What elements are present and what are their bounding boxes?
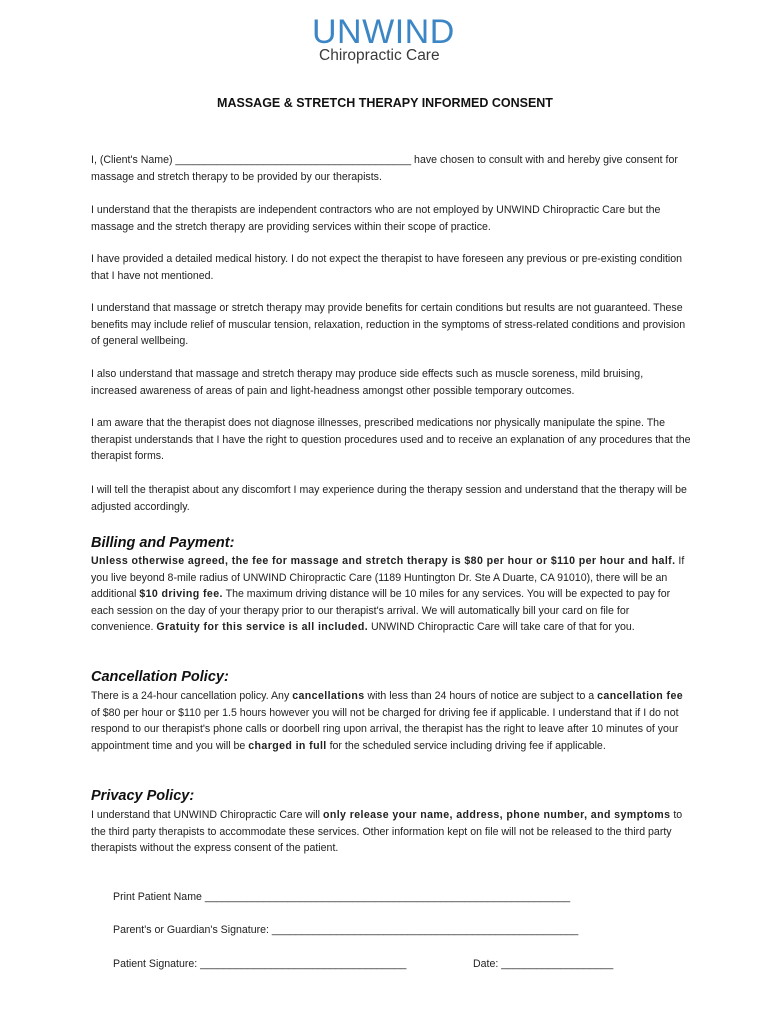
cancellation-heading: Cancellation Policy: xyxy=(91,669,229,685)
cancellation-fee-bold: cancellation fee xyxy=(597,690,684,702)
cancellation-paragraph xyxy=(91,688,691,754)
benefits-paragraph: I understand that massage or stretch therapy may provide benefits for certain conditions but results are not guaranteed. These benefits may include relief of muscular tension, relaxation, reduction in the symptoms of stress-related conditions and provision of general wellbeing. xyxy=(91,302,686,348)
side-effects-paragraph: I also understand that massage and stretch therapy may produce side effects such as muscle soreness, mild bruising, increased awareness of areas of pain and light-headness amongst other possible temporary outcomes. xyxy=(91,368,644,397)
billing-fee-text: Unless otherwise agreed, the fee for massage and stretch therapy is $80 per hour or $110 per hour and half. xyxy=(91,555,676,567)
client-consent-paragraph: I, (Client's Name) ________________________________________ have chosen to consult with and hereby give consent for massage and stretch therapy to be provided by our therapists. xyxy=(91,154,678,183)
billing-text-1: If you live beyond 8-mile radius of UNWIND Chiropractic Care (1189 Huntington Dr. Ste A Duarte, CA 91010), there will be an additional xyxy=(91,555,685,601)
privacy-heading: Privacy Policy: xyxy=(91,788,195,804)
gratuity-text: Gratuity for this service is all included. xyxy=(156,621,369,634)
billing-text-3: UNWIND Chiropractic Care will take care of that for you. xyxy=(368,621,635,634)
contractor-paragraph: I understand that the therapists are independent contractors who are not employed by UNWIND Chiropractic Care but the massage and the stretch therapy are providing services within their scope of practice. xyxy=(91,204,661,233)
cancellation-text-4: for the scheduled service including driving fee if applicable. xyxy=(326,739,606,752)
discomfort-paragraph: I will tell the therapist about any discomfort I may experience during the therapy session and understand that the therapy will be adjusted accordingly. xyxy=(91,484,687,513)
billing-text-2: The maximum driving distance will be 10 miles for any services. You will be expected to pay for each session on the day of your therapy prior to our therapist's arrival. We will automatically bill your card on file for convenience. xyxy=(91,588,671,634)
driving-fee-text: $10 driving fee. xyxy=(139,588,223,601)
patient-signature-field[interactable]: Patient Signature: ___________________________________ xyxy=(113,958,407,970)
logo-name: UNWIND xyxy=(312,13,455,51)
privacy-text-2: to the third party therapists to accommodate these services. Other information kept on file will not be released to the third party therapists without the express consent of the patient. xyxy=(91,809,683,855)
billing-paragraph xyxy=(91,553,691,636)
cancellations-bold: cancellations xyxy=(292,690,365,702)
document-title: MASSAGE & STRETCH THERAPY INFORMED CONSENT xyxy=(217,96,553,110)
logo-subtitle: Chiropractic Care xyxy=(319,47,440,64)
company-logo xyxy=(312,14,472,64)
billing-heading: Billing and Payment: xyxy=(91,535,235,551)
cancellation-text-1: There is a 24-hour cancellation policy. Any xyxy=(91,690,293,702)
diagnosis-paragraph: I am aware that the therapist does not diagnose illnesses, prescribed medications nor physically manipulate the spine. The therapist understands that I have the right to question procedures used and to receive an explanation of any procedures that the therapist forms. xyxy=(91,417,691,463)
date-field[interactable]: Date: ___________________ xyxy=(473,958,614,970)
medical-history-paragraph: I have provided a detailed medical history. I do not expect the therapist to have foreseen any previous or pre-existing condition that I have not mentioned. xyxy=(91,253,683,282)
cancellation-text-2: with less than 24 hours of notice are subject to a xyxy=(364,690,598,702)
print-patient-name-field[interactable]: Print Patient Name ______________________________________________________________ xyxy=(113,891,571,903)
privacy-release-bold: only release your name, address, phone number, and symptoms xyxy=(322,809,671,821)
privacy-paragraph xyxy=(91,807,691,857)
charged-in-full-bold: charged in full xyxy=(248,739,327,752)
guardian-signature-field[interactable]: Parent's or Guardian's Signature: ____________________________________________________ xyxy=(113,924,579,936)
privacy-text-1: I understand that UNWIND Chiropractic Care will xyxy=(91,809,323,821)
cancellation-text-3: of $80 per hour or $110 per 1.5 hours however you will not be charged for driving fee if applicable. I understand that if I do not respond to our therapist's phone calls or doorbell ring upon arrival, the therapist has the right to leave after 10 minutes of your appointment time and you will be xyxy=(91,706,679,752)
